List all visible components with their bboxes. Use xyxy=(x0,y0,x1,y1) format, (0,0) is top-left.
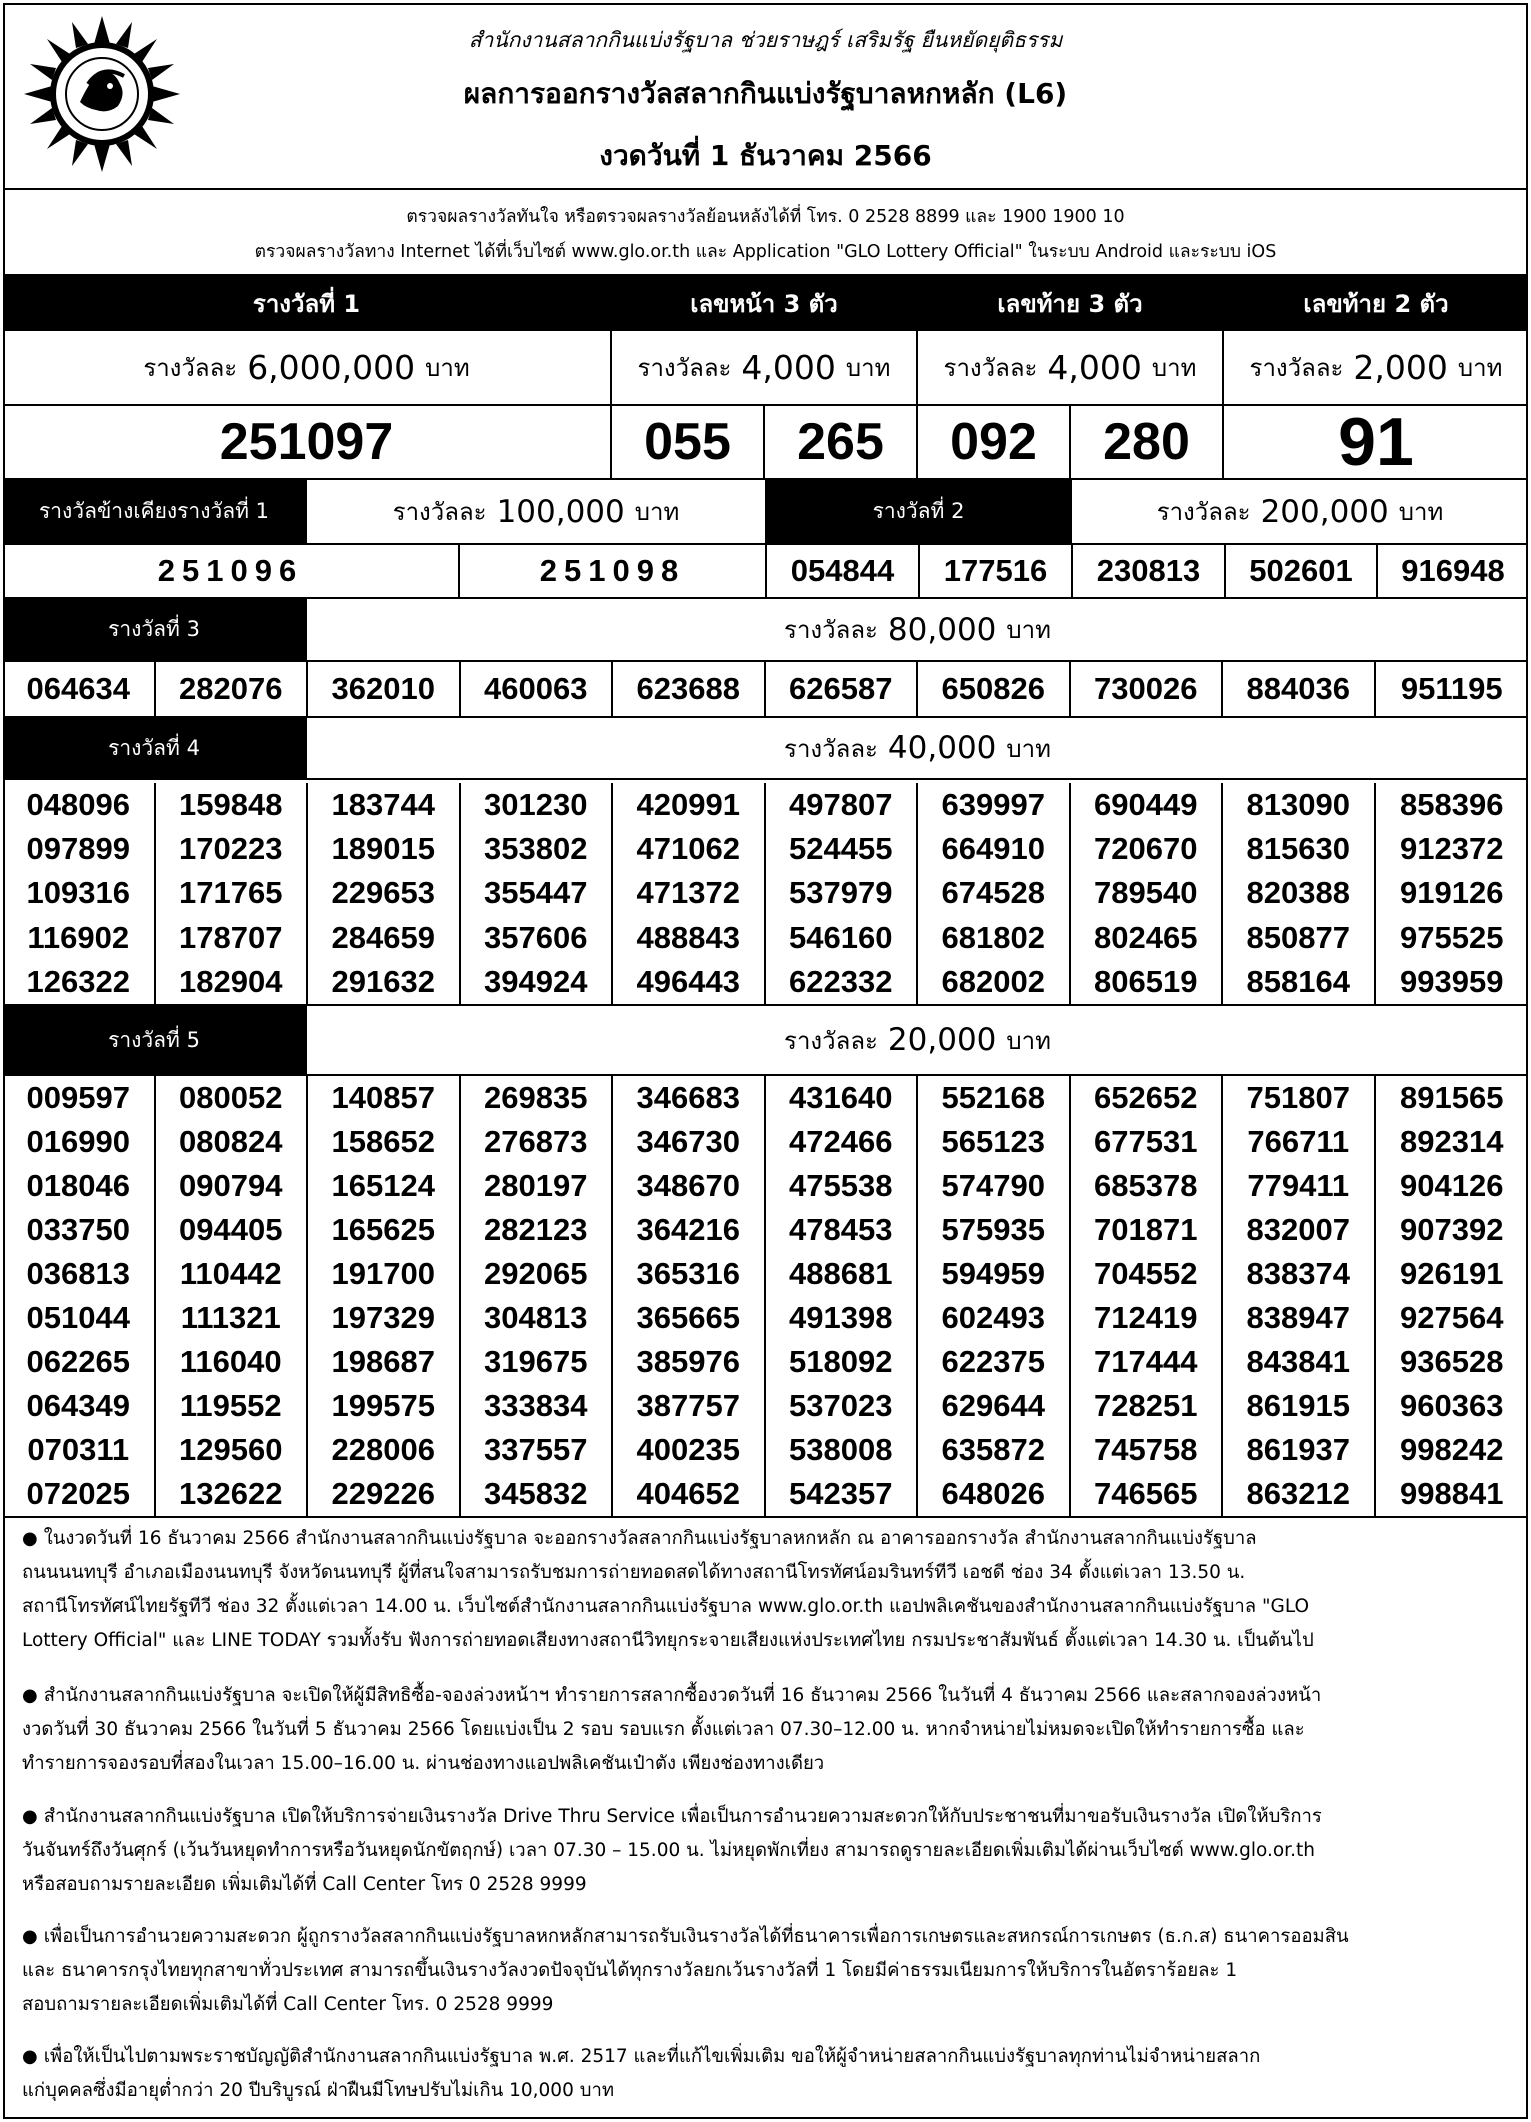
fourth-prize-number: 189015 xyxy=(308,827,461,871)
fourth-prize-number: 471062 xyxy=(613,827,766,871)
fifth-prize-number: 276873 xyxy=(461,1120,614,1164)
fifth-prize-number: 080052 xyxy=(156,1076,309,1120)
announcement-text: แก่บุคคลซึ่งมีอายุต่ำกว่า 20 ปีบริบูรณ์ ฝ่าฝืนมีโทษปรับไม่เกิน 10,000 บาท xyxy=(22,2080,615,2101)
fifth-prize-number: 018046 xyxy=(3,1164,156,1208)
fifth-prize-number: 629644 xyxy=(918,1384,1071,1428)
back3-amount xyxy=(918,331,1224,404)
fifth-prize-number: 199575 xyxy=(308,1384,461,1428)
fifth-prize-number: 062265 xyxy=(3,1340,156,1384)
near-first-number: 251096 xyxy=(3,545,460,597)
fifth-prize-number: 491398 xyxy=(766,1296,919,1340)
fifth-prize-number: 165625 xyxy=(308,1208,461,1252)
amount-unit: บาท xyxy=(1398,498,1444,526)
fifth-prize-number: 622375 xyxy=(918,1340,1071,1384)
announcement-line xyxy=(22,1624,1502,1658)
fourth-prize-number: 488843 xyxy=(613,916,766,960)
fourth-prize-number: 682002 xyxy=(918,960,1071,1004)
fifth-prize-number: 132622 xyxy=(156,1472,309,1516)
fifth-prize-number: 863212 xyxy=(1223,1472,1376,1516)
fifth-prize-number: 960363 xyxy=(1400,1388,1504,1423)
fourth-prize-number: 858396 xyxy=(1400,787,1504,822)
second-prize-label: รางวัลที่ 2 xyxy=(767,480,1072,543)
amount-prefix: รางวัลละ xyxy=(784,616,878,644)
third-prize-number: 623688 xyxy=(613,662,766,716)
fourth-prize-number: 802465 xyxy=(1071,916,1224,960)
near-first-label: รางวัลข้างเคียงรางวัลที่ 1 xyxy=(3,480,307,543)
announcement-line xyxy=(22,1556,1502,1590)
fifth-prize-number: 538008 xyxy=(766,1428,919,1472)
fourth-prize-number: 420991 xyxy=(613,783,766,827)
announcement-line xyxy=(22,1713,1502,1747)
amount-value: 200,000 xyxy=(1260,493,1389,530)
fifth-prize-label: รางวัลที่ 5 xyxy=(3,1006,307,1074)
announcement-5 xyxy=(22,2040,1502,2108)
fourth-prize-number: 182904 xyxy=(156,960,309,1004)
back2-label: เลขท้าย 2 ตัว xyxy=(1224,276,1528,331)
second-prize-amount xyxy=(1072,480,1528,543)
fifth-prize-number: 861937 xyxy=(1223,1428,1376,1472)
amount-prefix: รางวัลละ xyxy=(1249,354,1344,382)
first-prize-amount xyxy=(3,331,612,404)
fifth-prize-number: 090794 xyxy=(156,1164,309,1208)
back2-number: 91 xyxy=(1338,404,1414,480)
fifth-prize-number: 907392 xyxy=(1400,1212,1504,1247)
fourth-prize-number: 178707 xyxy=(156,916,309,960)
fifth-prize-number: 565123 xyxy=(918,1120,1071,1164)
back3-number: 280 xyxy=(1071,406,1224,478)
fourth-prize-number: 159848 xyxy=(156,783,309,827)
amount-value: 80,000 xyxy=(887,611,997,648)
fifth-prize-number: 197329 xyxy=(308,1296,461,1340)
back3-number: 092 xyxy=(918,406,1071,478)
fourth-prize-number: 993959 xyxy=(1400,963,1504,999)
amount-value: 4,000 xyxy=(1047,348,1142,387)
amount-unit: บาท xyxy=(1006,616,1051,644)
fourth-prize-number: 815630 xyxy=(1223,827,1376,871)
back2-amount xyxy=(1224,331,1528,404)
fifth-prize-number: 677531 xyxy=(1071,1120,1224,1164)
fifth-prize-number: 094405 xyxy=(156,1208,309,1252)
fifth-prize-number: 158652 xyxy=(308,1120,461,1164)
announcement-text: และ ธนาคารกรุงไทยทุกสาขาทั่วประเทศ สามารถขึ้นเงินรางวัลงวดปัจจุบันได้ทุกรางวัลยกเว้นรางวัลที่ 1 โดยมีค่าธรรมเนียมการให้บริการในอัตราร้อยละ 1 xyxy=(22,1960,1238,1981)
fifth-prize-number: 998841 xyxy=(1400,1476,1504,1511)
announcement-text: เพื่อให้เป็นไปตามพระราชบัญญัติสำนักงานสลากกินแบ่งรัฐบาล พ.ศ. 2517 และที่แก้ไขเพิ่มเติม ขอให้ผู้จำหน่ายสลากกินแบ่งรัฐบาลทุกท่านไม่จำหน่ายสลาก xyxy=(43,2046,1261,2067)
fifth-prize-number: 319675 xyxy=(461,1340,614,1384)
bullet-icon: ● xyxy=(22,1528,38,1549)
fourth-prize-number: 355447 xyxy=(461,871,614,915)
third-prize-header-row xyxy=(3,599,1528,662)
fifth-prize-number: 648026 xyxy=(918,1472,1071,1516)
fourth-prize-number: 622332 xyxy=(766,960,919,1004)
fourth-prize-number: 789540 xyxy=(1071,871,1224,915)
third-prize-number: 650826 xyxy=(918,662,1071,716)
fifth-prize-number: 016990 xyxy=(3,1120,156,1164)
fifth-prize-number: 602493 xyxy=(918,1296,1071,1340)
fifth-prize-number: 542357 xyxy=(766,1472,919,1516)
fourth-prize-number: 471372 xyxy=(613,871,766,915)
fifth-prize-number: 728251 xyxy=(1071,1384,1224,1428)
fifth-prize-header-row xyxy=(3,1006,1528,1076)
front3-amount xyxy=(612,331,918,404)
fourth-prize-number: 806519 xyxy=(1071,960,1224,1004)
fifth-prize-number: 280197 xyxy=(461,1164,614,1208)
first-prize-number: 251097 xyxy=(3,406,612,478)
fifth-prize-number: 345832 xyxy=(461,1472,614,1516)
fifth-prize-number: 488681 xyxy=(766,1252,919,1296)
fifth-prize-number: 475538 xyxy=(766,1164,919,1208)
fourth-prize-number: 126322 xyxy=(3,960,156,1004)
announcement-text: สำนักงานสลากกินแบ่งรัฐบาล จะเปิดให้ผู้มีสิทธิซื้อ-จองล่วงหน้าฯ ทำรายการสลากซื้องวดวันที่ 16 ธันวาคม 2566 ในวันที่ 4 ธันวาคม 2566 และสลากจองล่วงหน้า xyxy=(43,1685,1322,1706)
fourth-prize-number: 357606 xyxy=(461,916,614,960)
fifth-prize-number: 110442 xyxy=(156,1252,309,1296)
fourth-prize-number: 394924 xyxy=(461,960,614,1004)
announcement-1 xyxy=(22,1522,1502,1658)
amount-unit: บาท xyxy=(1006,1026,1051,1055)
header xyxy=(0,0,1531,188)
bullet-icon: ● xyxy=(22,1806,38,1827)
fourth-prize-number: 284659 xyxy=(308,916,461,960)
fifth-prize-number: 385976 xyxy=(613,1340,766,1384)
third-prize-number: 951195 xyxy=(1400,671,1503,706)
fifth-prize-number: 304813 xyxy=(461,1296,614,1340)
fifth-prize-number: 745758 xyxy=(1071,1428,1224,1472)
fifth-prize-number: 701871 xyxy=(1071,1208,1224,1252)
fifth-prize-number: 333834 xyxy=(461,1384,614,1428)
amount-value: 40,000 xyxy=(887,730,997,766)
fifth-prize-number: 365316 xyxy=(613,1252,766,1296)
fifth-prize-number: 832007 xyxy=(1223,1208,1376,1252)
fifth-prize-number: 365665 xyxy=(613,1296,766,1340)
fifth-prize-number: 472466 xyxy=(766,1120,919,1164)
third-prize-number: 884036 xyxy=(1223,662,1376,716)
top-prize-header-row xyxy=(3,276,1528,331)
amount-value: 100,000 xyxy=(496,493,625,530)
fourth-prize-number: 850877 xyxy=(1223,916,1376,960)
near-second-number-row xyxy=(3,545,1528,599)
first-prize-label: รางวัลที่ 1 xyxy=(3,276,612,331)
announcement-line xyxy=(22,1920,1502,1954)
page-title: ผลการออกรางวัลสลากกินแบ่งรัฐบาลหกหลัก (L6) xyxy=(463,77,1068,110)
fifth-prize-number: 478453 xyxy=(766,1208,919,1252)
fourth-prize-number: 183744 xyxy=(308,783,461,827)
fourth-prize-number: 171765 xyxy=(156,871,309,915)
fifth-prize-number: 051044 xyxy=(3,1296,156,1340)
fifth-prize-number: 712419 xyxy=(1071,1296,1224,1340)
announcement-line xyxy=(22,1590,1502,1624)
fourth-prize-number: 170223 xyxy=(156,827,309,871)
second-prize-number: 502601 xyxy=(1226,545,1378,597)
second-prize-number: 054844 xyxy=(767,545,920,597)
third-prize-label: รางวัลที่ 3 xyxy=(3,599,307,660)
fifth-prize-number: 337557 xyxy=(461,1428,614,1472)
fourth-prize-number: 229653 xyxy=(308,871,461,915)
contact-phone: ตรวจผลรางวัลทันใจ หรือตรวจผลรางวัลย้อนหลังได้ที่ โทร. 0 2528 8899 และ 1900 1900 10 xyxy=(406,207,1125,227)
fourth-prize-number: 496443 xyxy=(613,960,766,1004)
amount-unit: บาท xyxy=(634,498,680,526)
fourth-prize-number: 109316 xyxy=(3,871,156,915)
fifth-prize-number: 292065 xyxy=(461,1252,614,1296)
announcement-text: วันจันทร์ถึงวันศุกร์ (เว้นวันหยุดทำการหรือวันหยุดนักขัตฤกษ์) เวลา 07.30 – 15.00 น. ไม่หยุดพักเที่ยง สามารถดูรายละเอียดเพิ่มเติมได้ผ่านเว็บไซต์ www.glo.or.th xyxy=(22,1840,1315,1861)
fifth-prize-number: 228006 xyxy=(308,1428,461,1472)
announcement-text: สำนักงานสลากกินแบ่งรัฐบาล เปิดให้บริการจ่ายเงินรางวัล Drive Thru Service เพื่อเป็นการอำนวยความสะดวกให้กับประชาชนที่มาขอรับเงินรางวัล เปิดให้บริการ xyxy=(43,1806,1322,1827)
third-prize-number: 460063 xyxy=(461,662,614,716)
fifth-prize-number: 779411 xyxy=(1223,1164,1376,1208)
fourth-prize-number: 664910 xyxy=(918,827,1071,871)
fifth-prize-number: 704552 xyxy=(1071,1252,1224,1296)
amount-prefix: รางวัลละ xyxy=(784,1026,878,1055)
fifth-prize-number: 936528 xyxy=(1400,1344,1504,1379)
amount-prefix: รางวัลละ xyxy=(392,498,487,526)
fifth-prize-number: 387757 xyxy=(613,1384,766,1428)
fifth-prize-number: 269835 xyxy=(461,1076,614,1120)
fourth-prize-label: รางวัลที่ 4 xyxy=(3,718,307,778)
fifth-prize-number: 080824 xyxy=(156,1120,309,1164)
fifth-prize-number: 009597 xyxy=(3,1076,156,1120)
org-motto: สำนักงานสลากกินแบ่งรัฐบาล ช่วยราษฎร์ เสริมรัฐ ยืนหยัดยุติธรรม xyxy=(468,28,1063,52)
amount-prefix: รางวัลละ xyxy=(943,354,1038,382)
fourth-prize-number: 301230 xyxy=(461,783,614,827)
second-prize-number: 916948 xyxy=(1401,553,1505,588)
third-prize-number: 064634 xyxy=(3,662,156,716)
bullet-icon: ● xyxy=(22,1926,38,1947)
second-prize-number: 177516 xyxy=(920,545,1073,597)
fourth-prize-number: 690449 xyxy=(1071,783,1224,827)
amount-value: 6,000,000 xyxy=(247,348,416,387)
bullet-icon: ● xyxy=(22,2046,38,2067)
divider xyxy=(3,188,1528,190)
announcement-text: ในงวดวันที่ 16 ธันวาคม 2566 สำนักงานสลากกินแบ่งรัฐบาล จะออกรางวัลสลากกินแบ่งรัฐบาลหกหลัก ณ อาคารออกรางวัล สำนักงานสลากกินแบ่งรัฐบาล xyxy=(43,1528,1257,1549)
fifth-prize-number: 140857 xyxy=(308,1076,461,1120)
fourth-prize-number: 813090 xyxy=(1223,783,1376,827)
announcement-2 xyxy=(22,1679,1502,1781)
fifth-prize-number: 191700 xyxy=(308,1252,461,1296)
fourth-prize-number: 639997 xyxy=(918,783,1071,827)
announcement-3 xyxy=(22,1800,1502,1902)
near-first-amount xyxy=(307,480,767,543)
fourth-prize-number: 546160 xyxy=(766,916,919,960)
fifth-prize-number: 033750 xyxy=(3,1208,156,1252)
announcement-text: เพื่อเป็นการอำนวยความสะดวก ผู้ถูกรางวัลสลากกินแบ่งรัฐบาลหกหลักสามารถรับเงินรางวัลได้ที่ธนาคารเพื่อการเกษตรและสหกรณ์การเกษตร (ธ.ก.ส) ธนาคารออมสิน xyxy=(43,1926,1349,1947)
fourth-prize-number: 116902 xyxy=(3,916,156,960)
fourth-prize-number: 048096 xyxy=(3,783,156,827)
fifth-prize-number: 036813 xyxy=(3,1252,156,1296)
second-prize-number: 230813 xyxy=(1073,545,1226,597)
draw-date: งวดวันที่ 1 ธันวาคม 2566 xyxy=(599,139,932,172)
fourth-prize-number: 912372 xyxy=(1400,831,1504,867)
fourth-prize-number: 097899 xyxy=(3,827,156,871)
fourth-prize-number: 975525 xyxy=(1400,919,1504,955)
top-prize-number-row xyxy=(3,406,1528,480)
amount-unit: บาท xyxy=(845,354,891,382)
fifth-prize-number: 072025 xyxy=(3,1472,156,1516)
announcement-line xyxy=(22,1522,1502,1556)
fourth-prize-number: 674528 xyxy=(918,871,1071,915)
fourth-prize-number: 820388 xyxy=(1223,871,1376,915)
fifth-prize-number: 843841 xyxy=(1223,1340,1376,1384)
fifth-prize-number: 892314 xyxy=(1400,1124,1504,1159)
announcement-line xyxy=(22,1679,1502,1713)
amount-prefix: รางวัลละ xyxy=(143,354,238,382)
fourth-prize-number: 353802 xyxy=(461,827,614,871)
amount-unit: บาท xyxy=(1006,734,1051,763)
fifth-prize-number: 685378 xyxy=(1071,1164,1224,1208)
announcement-text: หรือสอบถามรายละเอียด เพิ่มเติมได้ที่ Call Center โทร 0 2528 9999 xyxy=(22,1874,587,1895)
fifth-prize-number: 717444 xyxy=(1071,1340,1224,1384)
fifth-prize-number: 116040 xyxy=(156,1340,309,1384)
announcement-text: สอบถามรายละเอียดเพิ่มเติมได้ที่ Call Center โทร. 0 2528 9999 xyxy=(22,1994,554,2015)
fifth-prize-number: 129560 xyxy=(156,1428,309,1472)
fifth-prize-number: 111321 xyxy=(156,1296,309,1340)
fifth-prize-number: 348670 xyxy=(613,1164,766,1208)
announcement-text: Lottery Official" และ LINE TODAY รวมทั้งรับ ฟังการถ่ายทอดเสียงทางสถานีวิทยุกระจายเสียงแห่งประเทศไทย กรมประชาสัมพันธ์ ตั้งแต่เวลา 14.30 น. เป็นต้นไป xyxy=(22,1630,1314,1651)
fifth-prize-number: 927564 xyxy=(1400,1300,1504,1335)
back3-label: เลขท้าย 3 ตัว xyxy=(918,276,1224,331)
fourth-prize-number: 524455 xyxy=(766,827,919,871)
front3-number: 055 xyxy=(612,406,765,478)
third-prize-numbers xyxy=(3,662,1528,718)
near-first-number: 251098 xyxy=(460,545,767,597)
announcement-4 xyxy=(22,1920,1502,2022)
amount-unit: บาท xyxy=(1457,354,1503,382)
contact-web: ตรวจผลรางวัลทาง Internet ได้ที่เว็บไซต์ www.glo.or.th และ Application "GLO Lottery Official" ในระบบ Android และระบบ iOS xyxy=(254,242,1277,262)
amount-value: 4,000 xyxy=(741,348,836,387)
top-prize-amount-row xyxy=(3,331,1528,406)
announcement-line xyxy=(22,2040,1502,2074)
fourth-prize-amount xyxy=(307,718,1528,778)
amount-prefix: รางวัลละ xyxy=(637,354,732,382)
announcement-text: ทำรายการจองรอบที่สองในเวลา 15.00–16.00 น. ผ่านช่องทางแอปพลิเคชันเป๋าตัง เพียงช่องทางเดียว xyxy=(22,1753,825,1774)
announcement-text: ถนนนนทบุรี อำเภอเมืองนนทบุรี จังหวัดนนทบุรี ผู้ที่สนใจสามารถรับชมการถ่ายทอดสดได้ทางสถานีโทรทัศน์อมรินทร์ทีวี เอชดี ช่อง 34 ตั้งแต่เวลา 13.50 น. xyxy=(22,1562,1246,1583)
third-prize-amount xyxy=(307,599,1528,660)
fourth-prize-number: 497807 xyxy=(766,783,919,827)
amount-value: 2,000 xyxy=(1353,348,1448,387)
fifth-prize-number: 346730 xyxy=(613,1120,766,1164)
fifth-prize-amount xyxy=(307,1006,1528,1074)
bullet-icon: ● xyxy=(22,1685,38,1706)
front3-label: เลขหน้า 3 ตัว xyxy=(612,276,918,331)
fifth-prize-number: 594959 xyxy=(918,1252,1071,1296)
fourth-prize-number: 291632 xyxy=(308,960,461,1004)
fifth-prize-number: 838947 xyxy=(1223,1296,1376,1340)
fifth-prize-number: 926191 xyxy=(1400,1256,1504,1291)
fifth-prize-number: 861915 xyxy=(1223,1384,1376,1428)
fifth-prize-number: 998242 xyxy=(1400,1432,1504,1467)
fifth-prize-number: 635872 xyxy=(918,1428,1071,1472)
fourth-prize-number: 858164 xyxy=(1223,960,1376,1004)
fifth-prize-number: 552168 xyxy=(918,1076,1071,1120)
fifth-prize-number: 537023 xyxy=(766,1384,919,1428)
fifth-prize-number: 364216 xyxy=(613,1208,766,1252)
fifth-prize-number: 575935 xyxy=(918,1208,1071,1252)
fifth-prize-number: 346683 xyxy=(613,1076,766,1120)
amount-prefix: รางวัลละ xyxy=(784,734,878,763)
fifth-prize-number: 838374 xyxy=(1223,1252,1376,1296)
amount-unit: บาท xyxy=(1151,354,1197,382)
fourth-prize-header-row xyxy=(3,718,1528,780)
announcement-line xyxy=(22,1868,1502,1902)
amount-unit: บาท xyxy=(425,354,470,382)
announcement-line xyxy=(22,1988,1502,2022)
fifth-prize-number: 766711 xyxy=(1223,1120,1376,1164)
third-prize-number: 362010 xyxy=(308,662,461,716)
fifth-prize-number: 652652 xyxy=(1071,1076,1224,1120)
fifth-prize-number: 751807 xyxy=(1223,1076,1376,1120)
announcement-line xyxy=(22,1747,1502,1781)
fifth-prize-number: 891565 xyxy=(1400,1080,1504,1115)
amount-prefix: รางวัลละ xyxy=(1156,498,1251,526)
announcement-line xyxy=(22,1834,1502,1868)
amount-value: 20,000 xyxy=(887,1022,997,1058)
fifth-prize-number: 746565 xyxy=(1071,1472,1224,1516)
fifth-prize-number: 165124 xyxy=(308,1164,461,1208)
announcement-text: สถานีโทรทัศน์ไทยรัฐทีวี ช่อง 32 ตั้งแต่เวลา 14.00 น. เว็บไซต์สำนักงานสลากกินแบ่งรัฐบาล www.glo.or.th แอปพลิเคชันของสำนักงานสลากกินแบ่งรัฐบาล "GLO xyxy=(22,1596,1310,1617)
fifth-prize-number: 400235 xyxy=(613,1428,766,1472)
fourth-prize-number: 919126 xyxy=(1400,875,1504,911)
announcement-line xyxy=(22,2074,1502,2108)
fourth-prize-number: 681802 xyxy=(918,916,1071,960)
fifth-prize-number: 404652 xyxy=(613,1472,766,1516)
front3-number: 265 xyxy=(765,406,918,478)
third-prize-number: 626587 xyxy=(766,662,919,716)
third-prize-number: 730026 xyxy=(1071,662,1224,716)
announcement-line xyxy=(22,1954,1502,1988)
fifth-prize-number: 431640 xyxy=(766,1076,919,1120)
fifth-prize-number: 198687 xyxy=(308,1340,461,1384)
fifth-prize-number: 904126 xyxy=(1400,1168,1504,1203)
fourth-prize-numbers xyxy=(3,780,1528,1006)
fifth-prize-number: 518092 xyxy=(766,1340,919,1384)
near-second-header-row xyxy=(3,480,1528,545)
announcement-line xyxy=(22,1800,1502,1834)
third-prize-number: 282076 xyxy=(156,662,309,716)
fifth-prize-number: 064349 xyxy=(3,1384,156,1428)
fifth-prize-number: 229226 xyxy=(308,1472,461,1516)
fifth-prize-numbers xyxy=(3,1076,1528,1518)
announcement-text: งวดวันที่ 30 ธันวาคม 2566 ในวันที่ 5 ธันวาคม 2566 โดยแบ่งเป็น 2 รอบ รอบแรก ตั้งแต่เวลา 07.30–12.00 น. หากจำหน่ายไม่หมดจะเปิดให้ทำรายการซื้อ และ xyxy=(22,1719,1305,1740)
fifth-prize-number: 070311 xyxy=(3,1428,156,1472)
fifth-prize-number: 282123 xyxy=(461,1208,614,1252)
fourth-prize-number: 720670 xyxy=(1071,827,1224,871)
fourth-prize-number: 537979 xyxy=(766,871,919,915)
fifth-prize-number: 574790 xyxy=(918,1164,1071,1208)
fifth-prize-number: 119552 xyxy=(156,1384,309,1428)
